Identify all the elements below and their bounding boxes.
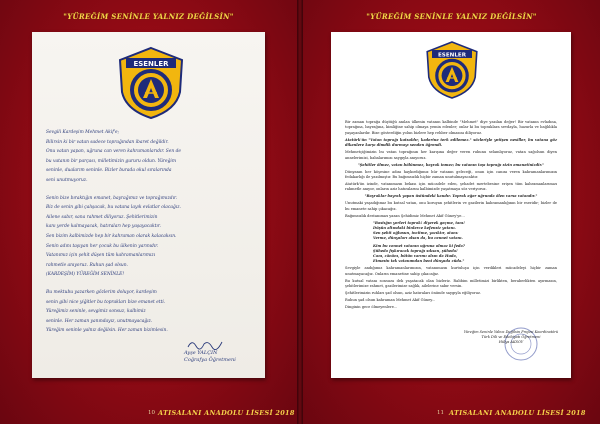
school-emblem-logo xyxy=(116,46,186,120)
signature-scribble xyxy=(186,338,226,350)
school-emblem xyxy=(116,46,186,120)
letter-line: Bu mektubu yazarken gözlerim doluyor, kardeşim xyxy=(46,289,157,295)
letter-line: bu vatanın bir parçası, milletimizin gururu oldun. Yüreğim xyxy=(46,158,176,164)
letter-paragraph: Dünyanın her köşesine adını haykırdığımız hür vatanın geleceği, onun için canını veren kahramanlarımızın fedakarlığı ile yazılmıştır. Bu bağımsızlık hiçbir zaman unutulmayacaktır. xyxy=(345,169,557,180)
letter-greeting: Sevgili Kardeşim Mehmet Akif'e; xyxy=(46,130,120,135)
footer-title: ATISALANI ANADOLU LİSESİ 2018 xyxy=(158,409,295,417)
poem-line: Düşün altındaki binlerce kefensiz yatanı. xyxy=(373,226,456,231)
letter-line: Bilirsin ki bir vatan sadece toprağından ibaret değildir. xyxy=(46,139,169,145)
typed-letter xyxy=(345,120,559,345)
letter-line: Senin adını taşıyan her çocuk bu ülkenin yarınıdır. xyxy=(46,243,159,249)
handwritten-letter xyxy=(46,128,252,336)
poem-line: "Bastığın yerleri toprak! diyerek geçme, tanı! xyxy=(373,221,465,226)
letter-paragraph: Bağımsızlık destanımızı yazan Şehidimiz Mehmet Akif Güney'ye... xyxy=(345,213,465,218)
letter-paragraph: Unutmaki yaşadığımız bu kutsal vatan, onu koruyan şehitlerin ve gazilerin kahramanlığının bir eseridir; bizler de bu emanete sahip çıkacağız. xyxy=(345,201,557,211)
right-page xyxy=(303,0,600,424)
emblem-top-text: ESENLER xyxy=(437,52,467,59)
page-number: 11 xyxy=(437,410,444,416)
poem-line: Sen şehit oğlusun, incitme, yazıktır, atanı: xyxy=(373,231,459,236)
emblem-top-text: ESENLER xyxy=(133,60,169,68)
closing-paragraph: Sevgiyle andığımız kahramanlarımızın, vatanımızın kurtuluşu için verdikleri mücadeleyi hiçbir zaman unutmayacağız. Onların emanetine sahip çıkacağız. xyxy=(345,266,557,276)
letter-quote: "Bayraklar bayrak yapan üstündeki kandır. Toprak eğer uğrunda ölen varsa vatandır." xyxy=(364,194,538,199)
letter-line: seninle. Her zaman yanındayız, unutmayacağız. xyxy=(46,318,153,324)
letter-quote: Atatürk'ün "Vatan toprağı kutsaldır, kaderine terk edilemez." sözleriyle yetişen nesiller, bu vatana göz dikenlere karşı dimdik durmayı senden öğrendi. xyxy=(345,137,557,148)
closing-paragraph: Bu kutsal vatanı sonsuza dek yaşatacak olan bizleriz. Rabbim milletimizi birlikten, beraberlikten ayırmasın, şehitlerimize rahmet, gazilerimize sağlık, ailelerine sabır versin. xyxy=(345,278,557,289)
handwritten-signature xyxy=(184,338,254,364)
letter-line: Vatanımız için şehit düşen tüm kahramanlarımızı xyxy=(46,253,156,259)
sign-project: Yüreğim Seninle Yalnız Değilsin Projesi Koordinatörü xyxy=(463,330,559,334)
letter-line: (KARDEŞİM) YÜREĞİM SENİNLE! xyxy=(46,272,125,278)
letter-line: kanı yerde kalmayacak, hatıraları hep yaşayacaktır. xyxy=(46,224,161,230)
letter-paragraph: Atatürk'ün izinde, vatanımızın bekası için mücadele eden, şehadet mertebesine erişen tüm kahramanlarımızı rahmetle anıyor, onların aziz hatıralarını kalbimizde yaşatmaya söz veriyoruz. xyxy=(345,182,557,192)
footer-title: ATISALANI ANADOLU LİSESİ 2018 xyxy=(449,409,586,417)
handwritten-letter-sheet xyxy=(32,32,265,378)
school-emblem-logo xyxy=(424,40,480,100)
poem-line: Canı, cânânı, bütün varımı alsın da Huda, xyxy=(373,254,458,259)
letter-line: seni unutmuyoruz. xyxy=(46,177,88,183)
school-emblem xyxy=(424,40,480,100)
signature-name: Ayşe YALÇIN xyxy=(184,350,218,356)
signature-title: Coğrafya Öğretmeni xyxy=(184,357,236,363)
sign-name: Hülya AKSOY xyxy=(498,340,524,345)
letter-quote: "Şehitler ölmez, vatan bölünmez, bayrak inmez; bu vatanın taşı toprağı sizin emanetinizdir." xyxy=(357,162,545,167)
sign-title: Türk Dili ve Edebiyatı Öğretmeni xyxy=(481,335,541,340)
letter-line: senin gibi nice yiğitler bu toprakları bize emanet etti. xyxy=(46,299,166,305)
letter-line: Sen bizim kalbimizde hep bir kahraman olarak kalacaksın. xyxy=(46,233,177,239)
closing-paragraph: Şehitlerimizin ruhları şad olsun, aziz hatıraları önünde saygıyla eğiliyoruz. xyxy=(345,291,482,296)
letter-signature-block xyxy=(463,330,559,346)
left-page-header: "YÜREĞİM SENİNLE YALNIZ DEĞİLSİN" xyxy=(63,12,234,21)
letter-line: Onu vatan yapan, uğruna can veren kahramanlarıdır. Sen de xyxy=(46,149,182,155)
letter-line: seninle, dualarım seninle. Bizler burada okul sıralarında xyxy=(46,168,172,174)
letter-line: Ailene sabır, sana rahmet diliyoruz. Şehitlerimizin xyxy=(46,214,158,220)
closing-paragraph: Dinginin gece ölmeyenlere... xyxy=(345,305,398,310)
left-page xyxy=(0,0,297,424)
typed-letter-sheet xyxy=(331,32,571,378)
page-number: 10 xyxy=(148,410,155,416)
letter-paragraph: Bir zaman toprağa düştüğü anılan ülkenin vatanın kalbinde "Mehmet" diye yazılan değer! Bir vatanın evladına, toprağına, bayrağına, kimliğine sahip olmaya yemin edenler; onlar ki bu topraklara sevdayla, huzurla ve bağlılıkla yaşayanlardır. Bize gösterdiğin yolun bizlere hep rehber olmasını diliyoruz. xyxy=(345,120,557,135)
poem-line: Şüheda fışkıracak toprağı sıksan, şüheda! xyxy=(373,249,458,254)
letter-line: Senin bize bıraktığın emanet, bayrağımız ve toprağımızdır. xyxy=(46,195,177,201)
letter-paragraph: Mehmetçiğimizin bu vatan toprağının her karışına değer veren ruhunu selamlıyoruz, vatan sağolsun diyen annelerimizi, babalarımızı saygıyla anıyoruz. xyxy=(345,150,557,160)
letter-line: Biz de senin gibi çalışacak, bu vatana layık evlatlar olacağız. xyxy=(46,205,181,211)
poem-line: Etmesin tek vatanımdan beni dünyada cüda." xyxy=(373,259,465,264)
poem-line: Verme, dünyaları alsan da, bu cennet vatanı. xyxy=(373,236,463,241)
poem-line: Kim bu cennet vatanın uğruna olmaz ki feda? xyxy=(373,244,465,249)
right-page-header: "YÜREĞİM SENİNLE YALNIZ DEĞİLSİN" xyxy=(366,12,537,21)
poem-block xyxy=(373,221,557,264)
closing-paragraph: Ruhun şad olsun kahraman Mehmet Akif Güney... xyxy=(345,298,436,303)
letter-line: Yüreğimiz seninle, sevgimiz sonsuz, kalbimiz xyxy=(46,309,146,315)
letter-line: Yüreğim seninle yalnız değilsin. Her zaman bizimlesin. xyxy=(46,328,168,334)
letter-line: rahmetle anıyoruz. Ruhun şad olsun. xyxy=(46,262,128,268)
